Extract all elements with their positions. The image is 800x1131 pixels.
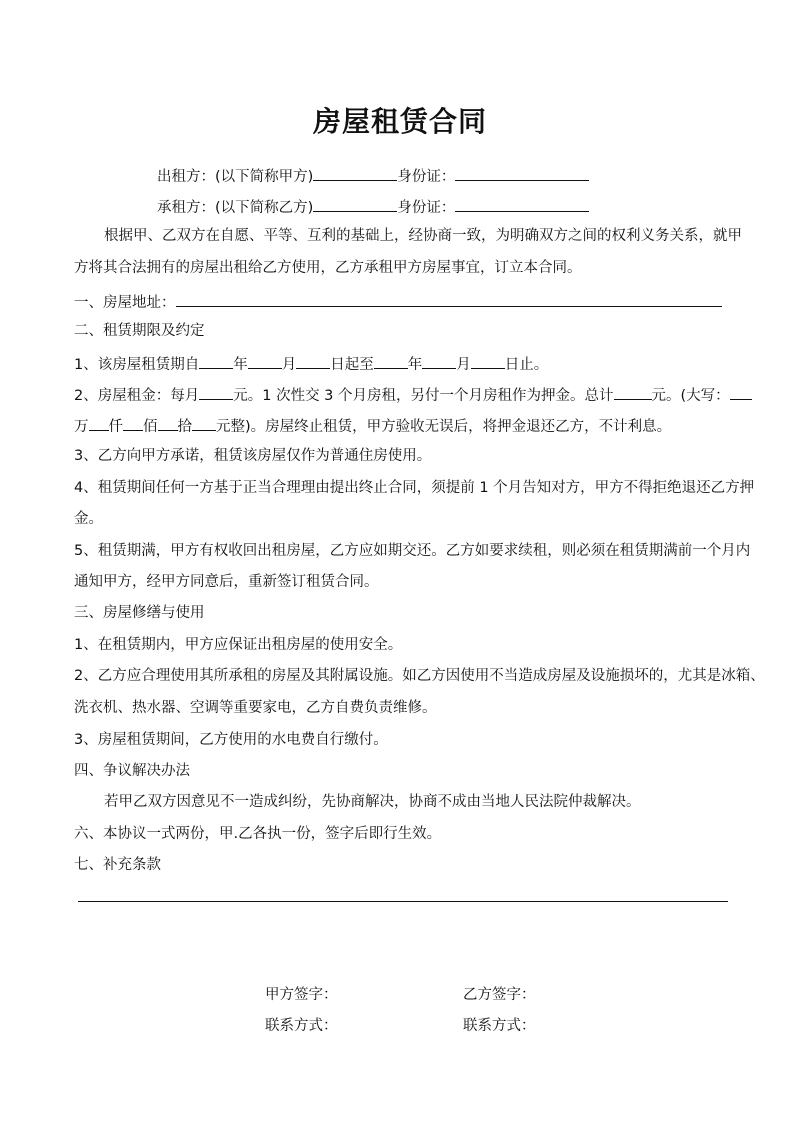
party-a-signature-label: 甲方签字： bbox=[265, 987, 338, 1003]
address-blank[interactable] bbox=[176, 290, 722, 307]
lessee-name-blank[interactable] bbox=[313, 195, 397, 212]
clause-residential-use: 3、乙方向甲方承诺，租赁该房屋仅作为普通住房使用。 bbox=[74, 448, 432, 464]
section-supplementary-heading: 七、补充条款 bbox=[74, 857, 161, 873]
clause-termination-line-2: 金。 bbox=[74, 511, 103, 527]
party-a-contact-label: 联系方式： bbox=[265, 1018, 338, 1034]
start-day-blank[interactable] bbox=[296, 352, 330, 369]
lessee-id-blank[interactable] bbox=[455, 195, 589, 212]
section-copies: 六、本协议一式两份，甲.乙各执一份，签字后即行生效。 bbox=[74, 826, 442, 842]
start-year-blank[interactable] bbox=[199, 352, 233, 369]
section-term-heading: 二、租赁期限及约定 bbox=[74, 323, 205, 339]
shi-blank[interactable] bbox=[192, 414, 216, 431]
clause-text: 月 bbox=[281, 357, 297, 373]
address-label: 一、房屋地址： bbox=[74, 295, 176, 311]
wan-blank[interactable] bbox=[89, 414, 109, 431]
clause-text: 元。(大写： bbox=[651, 388, 730, 404]
clause-termination-line-1: 4、租赁期间任何一方基于正当合理理由提出终止合同，须提前 1 个月告知对方，甲方不得拒绝退还乙方押 bbox=[74, 480, 755, 496]
clause-text: 月 bbox=[456, 357, 471, 373]
clause-text: 仟 bbox=[108, 419, 123, 435]
lessee-line bbox=[157, 195, 589, 218]
end-month-blank[interactable] bbox=[422, 352, 456, 369]
clause-text: 1、该房屋租赁期自 bbox=[74, 357, 200, 373]
section-maintenance-heading: 三、房屋修缮与使用 bbox=[74, 605, 205, 621]
total-amount-blank[interactable] bbox=[614, 383, 652, 400]
lessor-label: 出租方：(以下简称甲方) bbox=[157, 169, 314, 185]
supplementary-terms-line[interactable] bbox=[78, 901, 728, 902]
end-day-blank[interactable] bbox=[471, 352, 505, 369]
intro-line-2: 方将其合法拥有的房屋出租给乙方使用，乙方承租甲方房屋事宜，订立本合同。 bbox=[74, 260, 582, 276]
lessor-line bbox=[157, 164, 589, 187]
lessor-id-label: 身份证： bbox=[397, 169, 456, 185]
clause-term-period bbox=[74, 352, 548, 375]
end-year-blank[interactable] bbox=[374, 352, 408, 369]
section-dispute-heading: 四、争议解决办法 bbox=[74, 763, 190, 779]
clause-renewal-line-1: 5、租赁期满，甲方有权收回出租房屋，乙方应如期交还。乙方如要求续租，则必须在租赁期满前一个月内 bbox=[74, 543, 751, 559]
intro-line-1: 根据甲、乙双方在自愿、平等、互利的基础上，经协商一致，为明确双方之间的权利义务关系，就甲 bbox=[104, 228, 742, 244]
clause-text: 元。1 次性交 3 个月房租，另付一个月房租作为押金。总计 bbox=[233, 388, 614, 404]
monthly-rent-blank[interactable] bbox=[199, 383, 233, 400]
clause-text: 拾 bbox=[177, 419, 192, 435]
document-title: 房屋租赁合同 bbox=[312, 105, 487, 138]
amount-words-blank[interactable] bbox=[730, 383, 752, 400]
qian-blank[interactable] bbox=[123, 414, 143, 431]
clause-text: 万 bbox=[74, 419, 89, 435]
clause-text: 元整)。房屋终止租赁，甲方验收无误后，将押金退还乙方，不计利息。 bbox=[216, 419, 672, 435]
lessor-id-blank[interactable] bbox=[455, 164, 589, 181]
clause-rent-line-1 bbox=[74, 383, 752, 406]
party-b-signature-label: 乙方签字： bbox=[463, 987, 536, 1003]
lessor-name-blank[interactable] bbox=[313, 164, 397, 181]
clause-facilities-line-2: 洗衣机、热水器、空调等重要家电，乙方自费负责维修。 bbox=[74, 700, 437, 716]
start-month-blank[interactable] bbox=[248, 352, 282, 369]
clause-text: 年 bbox=[233, 357, 248, 373]
clause-facilities-line-1: 2、乙方应合理使用其所承租的房屋及其附属设施。如乙方因使用不当造成房屋及设施损坏的，尤其是冰箱、 bbox=[74, 668, 765, 684]
clause-rent-line-2 bbox=[74, 414, 671, 437]
clause-renewal-line-2: 通知甲方，经甲方同意后，重新签订租赁合同。 bbox=[74, 574, 379, 590]
clause-safety: 1、在租赁期内，甲方应保证出租房屋的使用安全。 bbox=[74, 637, 403, 653]
lessee-label: 承租方：(以下简称乙方) bbox=[157, 200, 314, 216]
clause-dispute: 若甲乙双方因意见不一造成纠纷，先协商解决，协商不成由当地人民法院仲裁解决。 bbox=[104, 794, 641, 810]
lessee-id-label: 身份证： bbox=[397, 200, 456, 216]
clause-text: 年 bbox=[407, 357, 423, 373]
clause-text: 日起至 bbox=[330, 357, 374, 373]
section-address bbox=[74, 290, 722, 313]
clause-utilities: 3、房屋租赁期间，乙方使用的水电费自行缴付。 bbox=[74, 732, 388, 748]
clause-text: 日止。 bbox=[504, 357, 549, 373]
party-b-contact-label: 联系方式： bbox=[463, 1018, 536, 1034]
clause-text: 佰 bbox=[143, 419, 158, 435]
clause-text: 2、房屋租金：每月 bbox=[74, 388, 200, 404]
bai-blank[interactable] bbox=[158, 414, 178, 431]
